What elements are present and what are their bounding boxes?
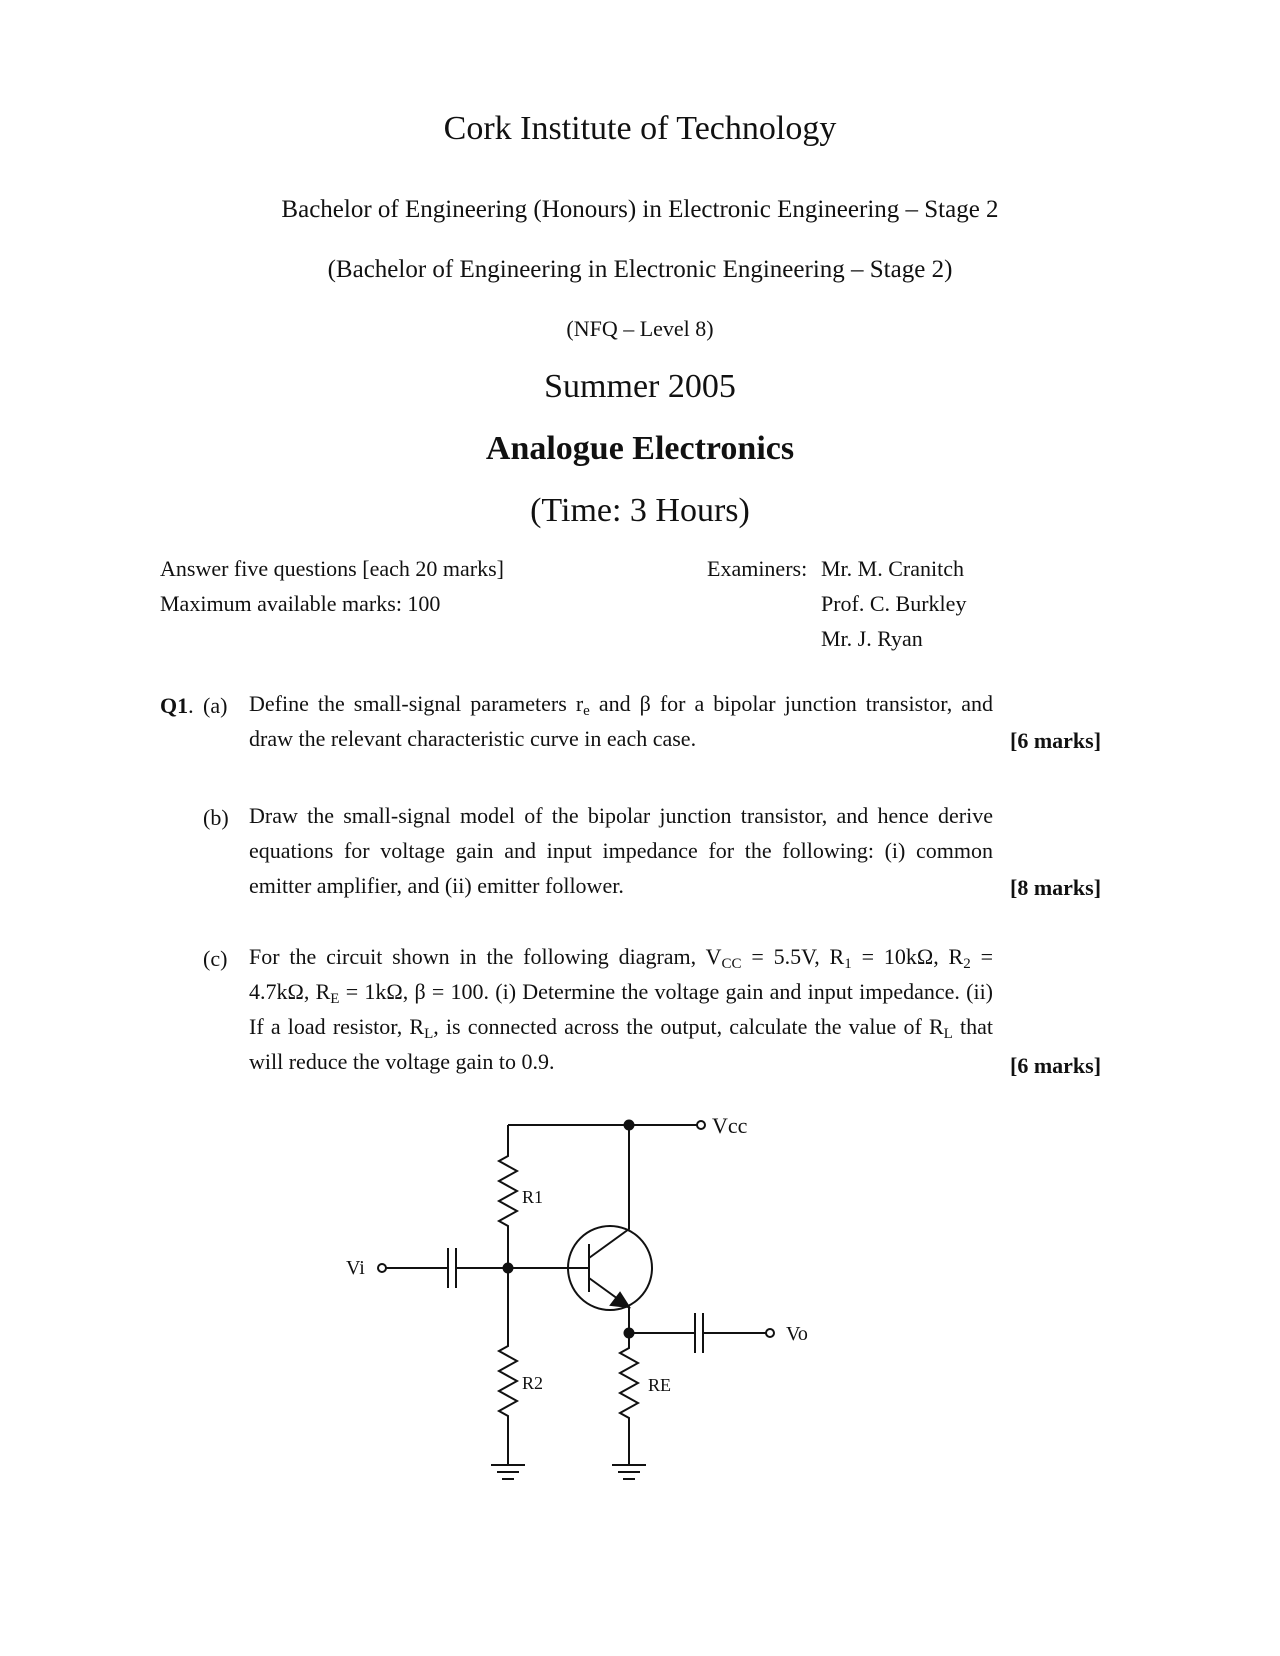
answer-instruction: Answer five questions [each 20 marks] bbox=[160, 556, 504, 581]
ground-icon bbox=[491, 1465, 525, 1479]
part-b-marks: [8 marks] bbox=[1010, 875, 1102, 900]
vo-terminal bbox=[766, 1329, 774, 1337]
examiners-label: Examiners: bbox=[707, 556, 808, 581]
part-a-marks: [6 marks] bbox=[1010, 728, 1102, 753]
nfq-level: (NFQ – Level 8) bbox=[566, 316, 714, 341]
exam-duration: (Time: 3 Hours) bbox=[530, 492, 750, 529]
r2-label: R2 bbox=[522, 1373, 544, 1393]
part-a-text: Define the small-signal parameters $r_e$ and β for a bipolar junction transistor, and draw the relevant characteristic curve in each case. bbox=[249, 691, 993, 751]
vcc-terminal bbox=[697, 1121, 705, 1129]
r1-label: R1 bbox=[522, 1187, 544, 1207]
programme-alt-title: (Bachelor of Engineering in Electronic Engineering – Stage 2) bbox=[327, 256, 953, 283]
transistor-collector bbox=[589, 1125, 629, 1258]
part-b-label: (b) bbox=[203, 805, 229, 830]
examiner-name: Mr. M. Cranitch bbox=[821, 556, 964, 581]
input-capacitor bbox=[448, 1248, 456, 1288]
exam-session: Summer 2005 bbox=[544, 368, 736, 405]
part-c-marks: [6 marks] bbox=[1010, 1053, 1102, 1078]
part-c-label: (c) bbox=[203, 946, 228, 971]
r2-resistor bbox=[499, 1268, 517, 1465]
part-a-label: (a) bbox=[203, 693, 228, 718]
question-number: Q1. bbox=[160, 693, 194, 718]
examiner-name: Mr. J. Ryan bbox=[821, 626, 923, 651]
vcc-label: Vcc bbox=[712, 1113, 748, 1138]
max-marks: Maximum available marks: 100 bbox=[160, 591, 441, 616]
part-b-text: Draw the small-signal model of the bipolar junction transistor, and hence derive equations for voltage gain and input impedance for the following: (i) common emitter amplifier, and (ii) emitter follower. bbox=[249, 803, 993, 898]
vi-label: Vi bbox=[346, 1257, 365, 1279]
examiner-name: Prof. C. Burkley bbox=[821, 591, 967, 616]
re-label: RE bbox=[648, 1375, 672, 1395]
part-c-text: For the circuit shown in the following diagram, $V_{CC} = 5.5V$, $R_1 = 10k\Omega$, $R_2 = 4.7k\Omega$, $R_E = 1k\Omega$, β = 100. (i) Determine the voltage gain and input impedance. (ii) If a load resistor, $R_L$, is connected across the output, calculate the value of $R_L$ that will reduce the voltage gain to 0.9. bbox=[249, 944, 994, 1074]
ground-icon bbox=[612, 1465, 646, 1479]
subject-title: Analogue Electronics bbox=[485, 430, 795, 467]
vi-terminal bbox=[378, 1264, 386, 1272]
re-resistor bbox=[620, 1333, 638, 1465]
vo-label: Vo bbox=[786, 1323, 808, 1345]
output-capacitor bbox=[695, 1313, 703, 1353]
institution-name: Cork Institute of Technology bbox=[443, 110, 837, 147]
programme-title: Bachelor of Engineering (Honours) in Electronic Engineering – Stage 2 bbox=[281, 196, 999, 223]
r1-resistor bbox=[499, 1125, 517, 1266]
